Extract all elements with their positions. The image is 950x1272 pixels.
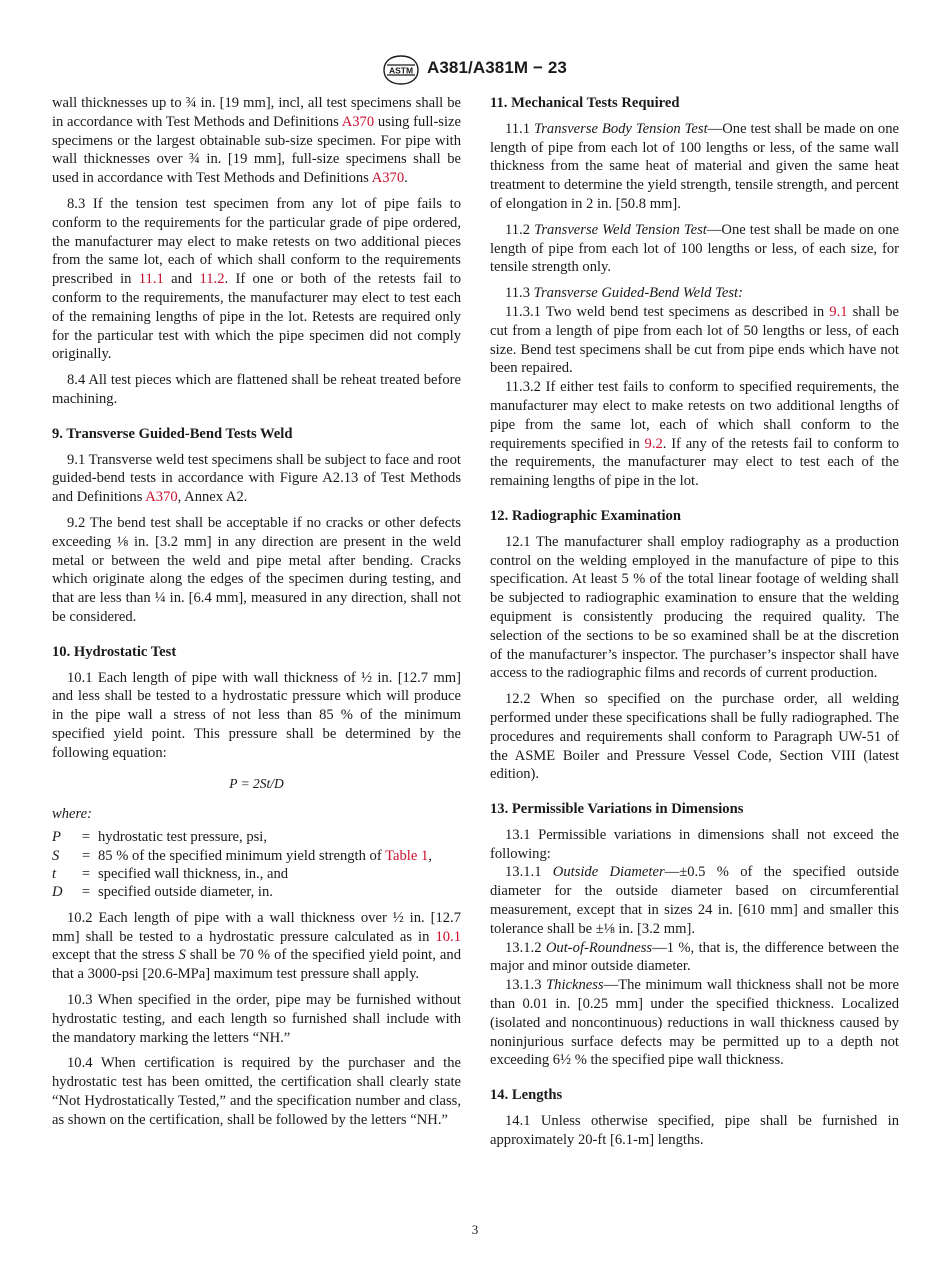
link-section-11-1[interactable]: 11.1 xyxy=(138,271,164,288)
heading-section-14: 14. Lengths xyxy=(490,1087,563,1104)
paragraph-12-2: 12.2 When so specified on the purchase order, all welding performed under these specifications shall be fully radiographed. The procedures and requirements shall conform to Paragraph UW-51 of the ASME Boiler and Pressure Vessel Code, Section VIII (latest edition). xyxy=(490,691,899,783)
link-section-9-2[interactable]: 9.2 xyxy=(644,435,663,452)
heading-section-11: 11. Mechanical Tests Required xyxy=(490,95,680,111)
page-number: 3 xyxy=(471,1222,479,1237)
paragraph-14-1: 14.1 Unless otherwise specified, pipe shall be furnished in approximately 20-ft [6.1-m] lengths. xyxy=(490,1113,899,1148)
link-section-9-1[interactable]: 9.1 xyxy=(829,303,848,320)
link-a370[interactable]: A370 xyxy=(371,170,405,187)
definition-row: P = hydrostatic test pressure, psi, xyxy=(52,829,268,846)
paragraph-11-3-1: 11.3.1 Two weld bend test specimens as described in 9.1 shall be cut from a length of pipe from each lot of 50 lengths or less, of each size. Bend test specimens shall be cut from pipe ends which have not been repaired. xyxy=(490,303,899,377)
equation-definitions xyxy=(52,828,461,902)
heading-section-13: 13. Permissible Variations in Dimensions xyxy=(490,801,744,818)
paragraph-10-3: 10.3 When specified in the order, pipe may be furnished without hydrostatic testing, and each length so furnished shall include with the mandatory marking the letters “NH.” xyxy=(52,991,461,1046)
paragraph-11-2: 11.2 Transverse Weld Tension Test—One test shall be made on one length of pipe from each lot of 100 lengths or less, of each size, for tensile strength only. xyxy=(490,221,899,276)
paragraph-10-2: 10.2 Each length of pipe with a wall thickness over ½ in. [12.7 mm] shall be tested to a hydrostatic pressure calculated as in 10.1 except that the stress S shall be 70 % of the specified yield point, and that a 3000-psi [20.6-MPa] maximum test pressure shall apply. xyxy=(52,909,461,983)
paragraph-12-1: 12.1 The manufacturer shall employ radiography as a production control on the welding employed in the manufacture of pipe to this specification. At least 5 % of the total linear footage of welding shall be subjected to radiographic examination to ensure that the welding equipment is consistently producing the required quality. The selection of the sections to be so examined shall be at the discretion of the manufacturer’s inspector. The purchaser’s inspector shall have access to the radiographic films and records of current production. xyxy=(490,533,899,682)
pressure-equation: P = 2St/D xyxy=(229,775,284,791)
paragraph-10-1: 10.1 Each length of pipe with wall thickness of ½ in. [12.7 mm] and less shall be tested to a hydrostatic pressure which will produce in the pipe wall a stress of not less than 85 % of the minimum specified yield point. This pressure shall be determined by the following equation: xyxy=(52,669,461,761)
heading-section-12: 12. Radiographic Examination xyxy=(490,507,681,524)
paragraph-13-1: 13.1 Permissible variations in dimensions shall not exceed the following: xyxy=(490,826,899,862)
logo-text: ASTM xyxy=(388,65,414,76)
link-a370[interactable]: A370 xyxy=(145,489,178,506)
paragraph-8-2-continued: wall thicknesses up to ¾ in. [19 mm], incl, all test specimens shall be in accordance with Test Methods and Definitions A370 using full-size specimens or the largest obtainable sub-size specimen. For pipe with wall thicknesses over ¾ in. [19 mm], full-size specimens shall be used in accordance with Test Methods and Definitions A370. xyxy=(52,95,461,187)
paragraph-13-1-3: 13.1.3 Thickness—The minimum wall thickness shall not be more than 0.01 in. [0.25 mm] under the specified thickness. Localized (isolated and noncontinuous) reductions in wall thickness caused by noninjurious surface defects may be permitted up to a depth not exceeding 6½ % the specified pipe wall thickness. xyxy=(490,977,899,1069)
where-label: where: xyxy=(52,806,92,823)
link-a370[interactable]: A370 xyxy=(341,113,375,130)
paragraph-9-1: 9.1 Transverse weld test specimens shall be subject to face and root guided-bend tests in accordance with Figure A2.13 of Test Methods and Definitions A370, Annex A2. xyxy=(52,451,461,506)
link-section-11-2[interactable]: 11.2 xyxy=(199,271,225,288)
link-section-10-1[interactable]: 10.1 xyxy=(435,928,461,945)
astm-logo-icon xyxy=(381,55,421,85)
paragraph-8-4: 8.4 All test pieces which are flattened shall be reheat treated before machining. xyxy=(52,372,461,407)
paragraph-8-3: 8.3 If the tension test specimen from any lot of pipe fails to conform to the requirements for the particular grade of pipe ordered, the manufacturer may elect to make retests on two additional pieces from the same lot, each of which shall conform to the requirements prescribed in 11.1 and 11.2. If one or both of the retests fail to conform to the requirements, the manufacturer may elect to test each of the remaining lengths of pipe in the lot. Retests are required only for the particular test with which the pipe specimen did not comply originally. xyxy=(52,195,461,363)
left-column xyxy=(52,94,461,1136)
heading-section-9: 9. Transverse Guided-Bend Tests Weld xyxy=(52,425,293,442)
paragraph-9-2: 9.2 The bend test shall be acceptable if no cracks or other defects exceeding ⅛ in. [3.2 mm] in any direction are present in the weld metal or between the weld and pipe metal after bending. Cracks which originate along the edges of the specimen during testing, and that are less than ¼ in. [6.4 mm], measured in any direction, shall not be considered. xyxy=(52,514,461,625)
definition-row: S = 85 % of the specified minimum yield strength of Table 1, xyxy=(52,847,432,864)
link-table-1[interactable]: Table 1 xyxy=(385,847,429,864)
paragraph-13-1-2: 13.1.2 Out-of-Roundness—1 %, that is, the difference between the major and minor outside diameter. xyxy=(490,939,899,975)
paragraph-13-1-1: 13.1.1 Outside Diameter—±0.5 % of the specified outside diameter for the outside diameter based on circumferential measurement, except that in sizes 24 in. [610 mm] and smaller this tolerance shall be ±⅛ in. [3.2 mm]. xyxy=(490,864,899,937)
paragraph-10-4: 10.4 When certification is required by the purchaser and the hydrostatic test has been omitted, the certification shall clearly state “Not Hydrostatically Tested,” and the specification number and class, as shown on the certification, shall be followed by the letters “NH.” xyxy=(52,1055,461,1128)
definition-row: D = specified outside diameter, in. xyxy=(52,884,273,901)
definition-row: t = specified wall thickness, in., and xyxy=(52,865,289,882)
paragraph-11-1: 11.1 Transverse Body Tension Test—One test shall be made on one length of pipe from each lot of 100 lengths or less, of the same wall thickness from the same heat of material and given the same heat treatment to determine the yield strength, tensile strength, and percent of elongation in 2 in. [50.8 mm]. xyxy=(490,120,899,212)
heading-section-10: 10. Hydrostatic Test xyxy=(52,643,177,660)
paragraph-11-3: 11.3 Transverse Guided-Bend Weld Test: xyxy=(505,285,743,302)
paragraph-11-3-2: 11.3.2 If either test fails to conform to specified requirements, the manufacturer may elect to make retests on two additional lengths of pipe from the same lot, each of which shall conform to the requirements specified in 9.2. If any of the retests fail to conform to the requirements, the manufacturer may elect to test each of the remaining lengths of pipe in the lot. xyxy=(490,379,900,490)
right-column xyxy=(490,94,899,1157)
document-designation: A381/A381M − 23 xyxy=(427,58,567,77)
page-header xyxy=(0,55,950,85)
